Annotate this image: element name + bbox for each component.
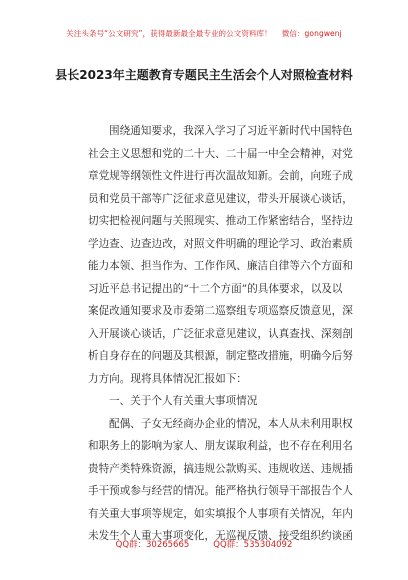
body-line: 未发生个人重大事项变化，无巡视反馈、接受组织约谈函: [88, 530, 353, 542]
body-line: 配偶、子女无经商办企业的情况，本人从未利用职权: [109, 417, 353, 430]
banner-promo-text: 关注头条号“公文研究”，获得最新最全最专业的公文资料库！: [66, 29, 272, 38]
body-line: 能力本领、担当作为、工作作风、廉洁自律等六个方面和: [88, 260, 353, 272]
body-line: 围绕通知要求，我深入学习了习近平新时代中国特色: [109, 125, 353, 137]
body-line: 析自身存在的问题及其根源，制定整改措施，明确今后努: [88, 350, 353, 362]
footer-qq-group-2: QQ群：535304092: [213, 540, 293, 550]
document-title: 县长2023年主题教育专题民主生活会个人对照检查材料: [55, 68, 353, 82]
header-banner: [0, 28, 408, 39]
body-line: 案促改通知要求及市委第二巡察组专项巡察反馈意见，深: [88, 305, 353, 317]
body-line: 社会主义思想和党的二十大、二十届一中全会精神，对党: [88, 147, 353, 160]
body-line: 入开展谈心谈话，广泛征求意见建议，认真查找、深刻剖: [88, 327, 353, 340]
body-line: 手干预或参与经营的情况。能严格执行领导干部报告个人: [88, 485, 353, 497]
body-line: 员和党员干部等广泛征求意见建议，带头开展谈心谈话，: [88, 192, 353, 205]
section-heading: 一、关于个人有关重大事项情况: [109, 395, 258, 407]
body-line: 贵特产类特殊资源，搞违规公款购买、违规收送、违规插: [88, 462, 353, 475]
body-line: 有关重大事项等规定，如实填报个人事项有关情况，年内: [88, 507, 353, 520]
body-line: 章党规等纲领性文件进行再次温故知新。会前，向班子成: [88, 170, 353, 182]
banner-wechat-id: 微信：gongwenj: [281, 29, 342, 38]
document-body: [88, 120, 353, 548]
footer-qq-group-1: QQ群：30265665: [115, 540, 190, 550]
body-line: 学边查、边查边改，对照文件明确的理论学习、政治素质: [88, 237, 353, 250]
body-line: 切实把检视问题与关照现实、推动工作紧密结合，坚持边: [88, 215, 353, 227]
footer-qq-groups: [0, 538, 408, 550]
body-line: 和职务上的影响为家人、朋友谋取利益，也不存在利用名: [88, 440, 353, 452]
body-line: 习近平总书记提出的“十二个方面”的具体要求，以及以: [88, 282, 343, 295]
body-line: 力方向。现将具体情况汇报如下：: [88, 372, 247, 385]
